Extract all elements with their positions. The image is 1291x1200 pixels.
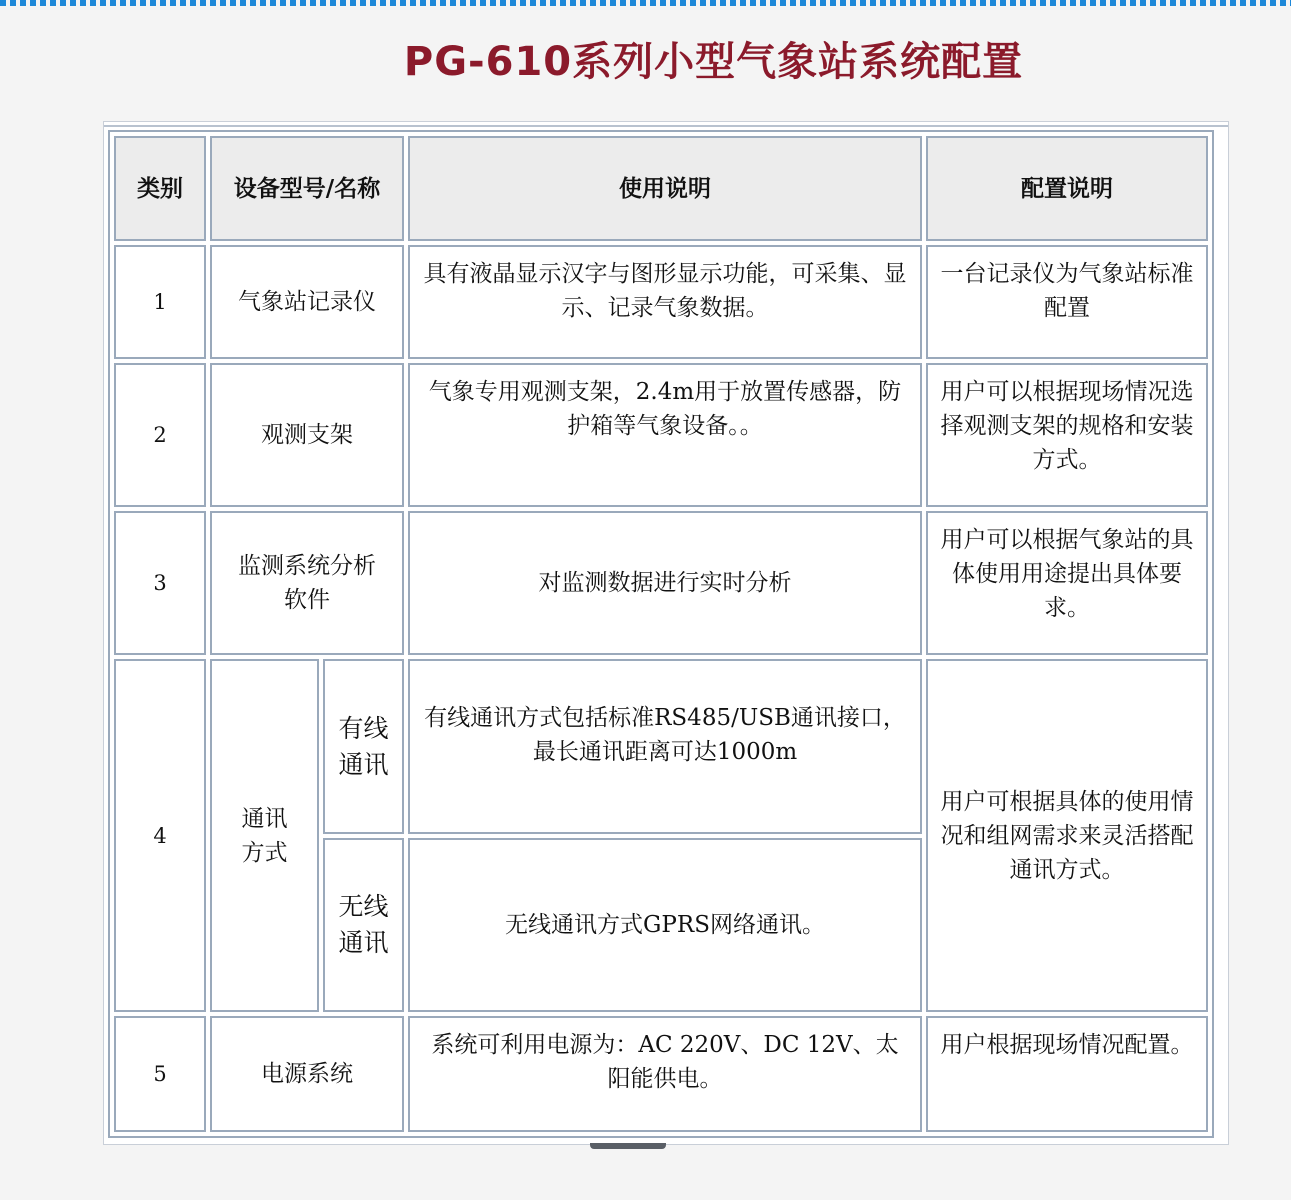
row-number: 4 xyxy=(114,659,206,1012)
device-name: 电源系统 xyxy=(210,1016,404,1132)
page-title: PG-610系列小型气象站系统配置 xyxy=(403,39,1024,85)
device-name: 监测系统分析软件 xyxy=(210,511,404,655)
row-number: 5 xyxy=(114,1016,206,1132)
scroll-handle[interactable] xyxy=(590,1143,666,1149)
config-text: 用户可以根据气象站的具体使用用途提出具体要求。 xyxy=(926,511,1208,655)
device-name: 观测支架 xyxy=(210,363,404,507)
header-device: 设备型号/名称 xyxy=(210,136,404,241)
config-table-panel xyxy=(103,121,1229,1145)
table-row xyxy=(114,659,1208,834)
table-row xyxy=(114,511,1208,655)
row-number: 2 xyxy=(114,363,206,507)
header-usage: 使用说明 xyxy=(408,136,922,241)
header-category: 类别 xyxy=(114,136,206,241)
usage-text: 气象专用观测支架，2.4m用于放置传感器，防护箱等气象设备。。 xyxy=(408,363,922,507)
row-number: 3 xyxy=(114,511,206,655)
header-config: 配置说明 xyxy=(926,136,1208,241)
table-header-row xyxy=(114,136,1208,241)
wireless-comm-label: 无线通讯 xyxy=(323,838,404,1012)
device-name: 气象站记录仪 xyxy=(210,245,404,359)
config-text: 用户可以根据现场情况选择观测支架的规格和安装方式。 xyxy=(926,363,1208,507)
config-text: 用户根据现场情况配置。 xyxy=(926,1016,1208,1132)
config-table xyxy=(108,130,1214,1138)
wired-usage-text: 有线通讯方式包括标准RS485/USB通讯接口，最长通讯距离可达1000m xyxy=(408,659,922,834)
wireless-usage-text: 无线通讯方式GPRS网络通讯。 xyxy=(408,838,922,1012)
config-text: 用户可根据具体的使用情况和组网需求来灵活搭配通讯方式。 xyxy=(926,659,1208,1012)
table-row xyxy=(114,1016,1208,1132)
table-row xyxy=(114,245,1208,359)
config-text: 一台记录仪为气象站标准配置 xyxy=(926,245,1208,359)
row-number: 1 xyxy=(114,245,206,359)
table-row xyxy=(114,363,1208,507)
wired-comm-label: 有线通讯 xyxy=(323,659,404,834)
device-name: 通讯方式 xyxy=(210,659,319,1012)
usage-text: 系统可利用电源为：AC 220V、DC 12V、太阳能供电。 xyxy=(408,1016,922,1132)
usage-text: 具有液晶显示汉字与图形显示功能，可采集、显示、记录气象数据。 xyxy=(408,245,922,359)
usage-text: 对监测数据进行实时分析 xyxy=(408,511,922,655)
top-dashed-border xyxy=(0,0,1291,6)
